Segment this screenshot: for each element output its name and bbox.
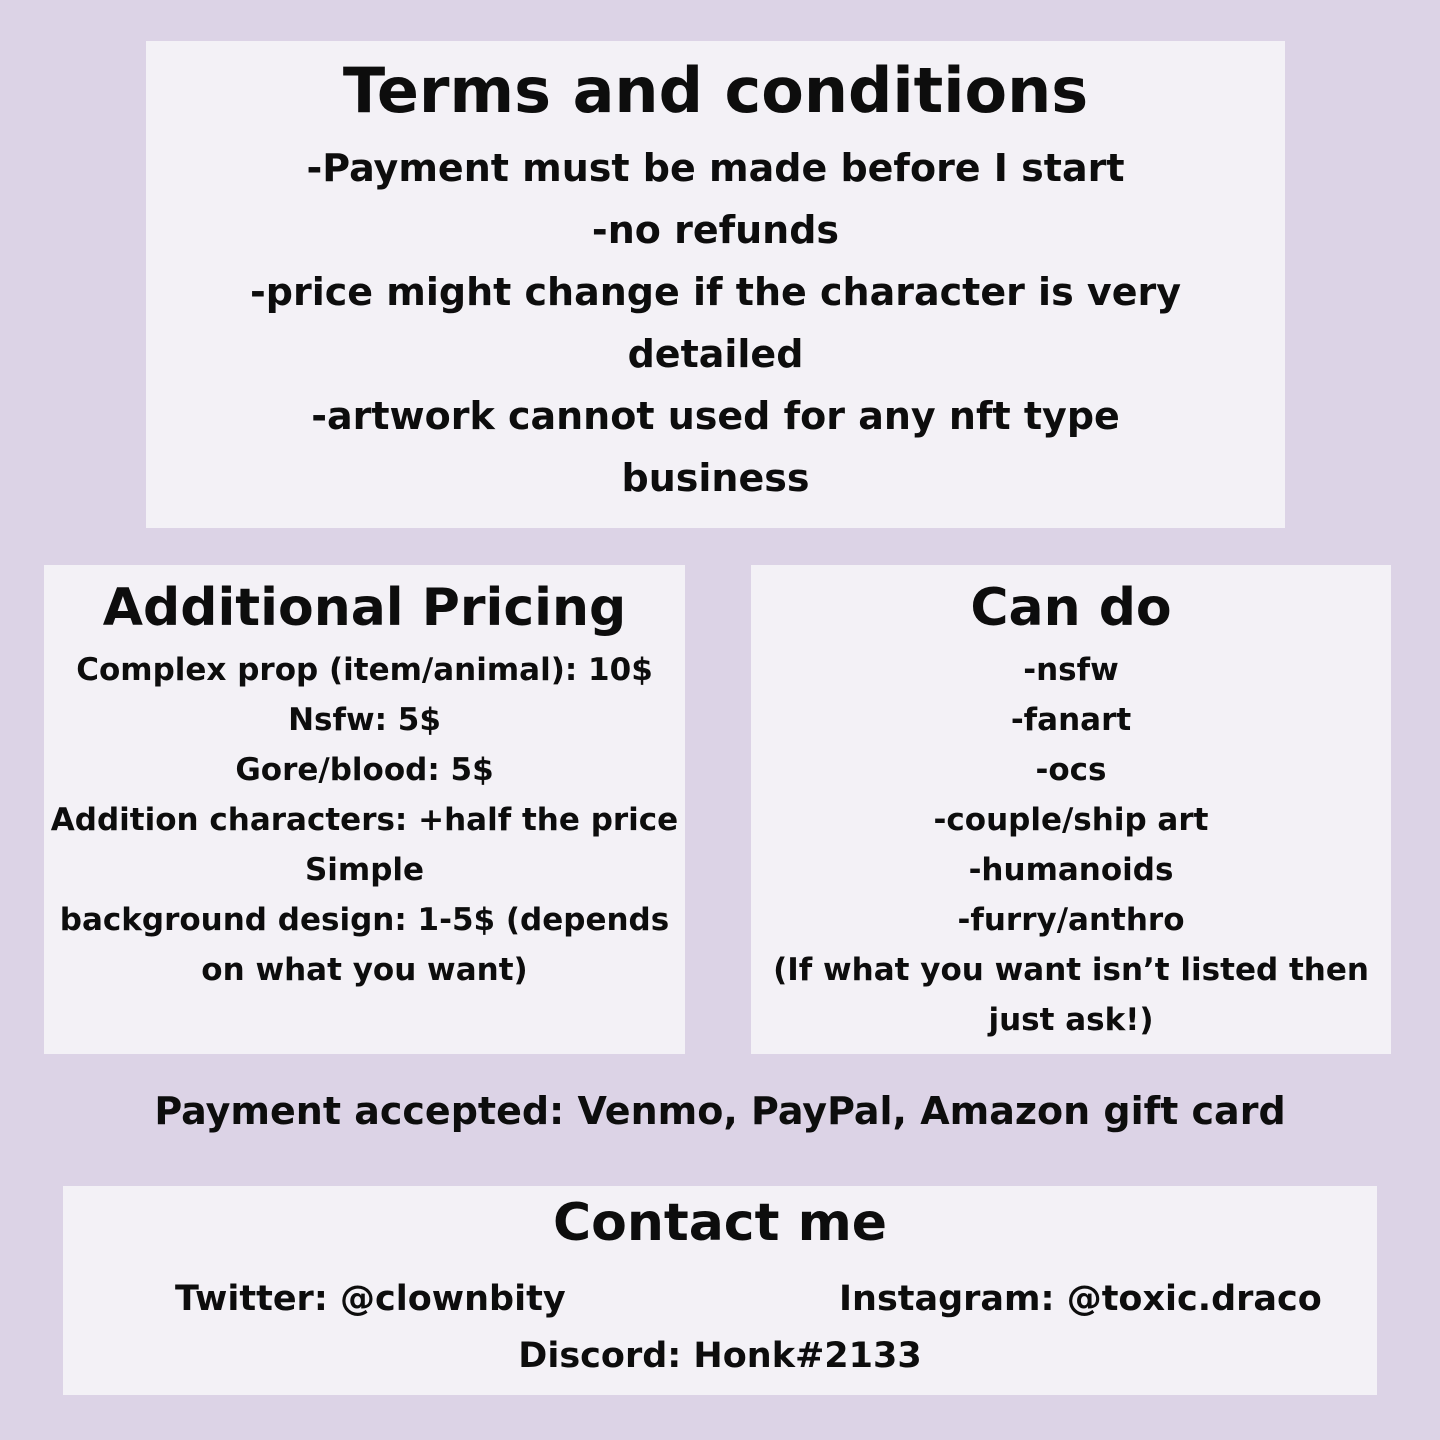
can-do-line: -fanart [1010,702,1132,738]
terms-line: -artwork cannot used for any nft type [311,394,1120,438]
can-do-panel [751,565,1391,1054]
can-do-title: Can do [970,578,1172,638]
additional-pricing-panel [44,565,685,1054]
can-do-line: -nsfw [1023,652,1119,688]
can-do-line: -humanoids [968,852,1174,888]
pricing-line: Gore/blood: 5$ [235,752,494,788]
terms-line: -Payment must be made before I start [306,146,1125,190]
can-do-line: -ocs [1035,752,1107,788]
instagram-handle: Instagram: @toxic.draco [839,1279,1322,1319]
pricing-line: background design: 1-5$ (depends [59,902,670,938]
terms-panel [146,41,1285,528]
can-do-line: -couple/ship art [933,802,1209,838]
pricing-line: Complex prop (item/animal): 10$ [76,652,653,688]
terms-line: -no refunds [591,208,840,252]
pricing-list [44,645,685,995]
terms-line: -price might change if the character is very [250,270,1181,314]
can-do-line: (If what you want isn’t listed then [773,952,1369,988]
pricing-line: Addition characters: +half the price [50,802,679,838]
discord-handle: Discord: Honk#2133 [518,1336,922,1376]
pricing-title: Additional Pricing [102,578,627,638]
terms-line: detailed [627,332,804,376]
twitter-handle: Twitter: @clownbity [175,1279,566,1319]
terms-line: business [621,456,810,500]
pricing-line: Nsfw: 5$ [288,702,441,738]
pricing-line: Simple [304,852,425,888]
can-do-list [751,645,1391,1045]
can-do-line: just ask!) [988,1002,1154,1038]
can-do-line: -furry/anthro [957,902,1185,938]
payment-accepted: Payment accepted: Venmo, PayPal, Amazon gift card [154,1089,1286,1133]
terms-list [146,137,1285,509]
contact-title: Contact me [552,1193,888,1253]
pricing-line: on what you want) [201,952,528,988]
contact-panel [63,1186,1377,1395]
terms-title: Terms and conditions [342,54,1089,127]
